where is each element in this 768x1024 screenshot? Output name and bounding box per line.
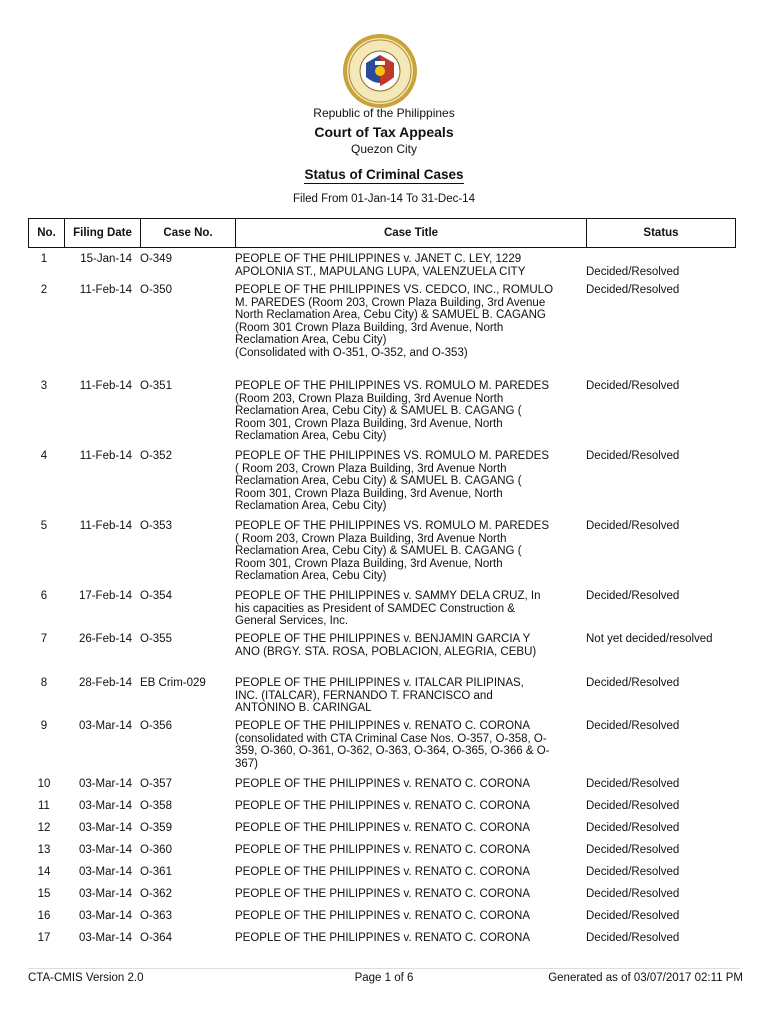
row-status: Decided/Resolved: [586, 910, 680, 922]
row-number: 1: [40, 253, 48, 265]
row-case-title: PEOPLE OF THE PHILIPPINES v. RENATO C. CORONA: [235, 822, 531, 834]
row-case-title: PEOPLE OF THE PHILIPPINES v. RENATO C. CORONA: [235, 866, 531, 878]
row-number: 10: [37, 778, 51, 790]
row-case-no: O-362: [140, 888, 172, 900]
row-status: Decided/Resolved: [586, 822, 680, 834]
row-filing-date: 03-Mar-14: [78, 932, 132, 944]
row-status: Decided/Resolved: [586, 800, 680, 812]
row-number: 4: [40, 450, 48, 462]
row-number: 17: [37, 932, 51, 944]
footer-generated: Generated as of 03/07/2017 02:11 PM: [548, 972, 743, 984]
row-case-no: O-356: [140, 720, 172, 732]
row-filing-date: 03-Mar-14: [78, 778, 132, 790]
row-case-no: O-364: [140, 932, 172, 944]
row-filing-date: 03-Mar-14: [78, 910, 132, 922]
row-case-no: O-358: [140, 800, 172, 812]
report-title: [0, 167, 768, 182]
row-case-title: PEOPLE OF THE PHILIPPINES v. BENJAMIN GARCIA Y ANO (BRGY. STA. ROSA, POBLACION, ALEGRIA, CEBU): [235, 633, 537, 658]
row-case-no: O-359: [140, 822, 172, 834]
row-case-no: O-349: [140, 253, 172, 265]
row-case-title: PEOPLE OF THE PHILIPPINES v. RENATO C. CORONA: [235, 800, 531, 812]
row-case-title: PEOPLE OF THE PHILIPPINES VS. CEDCO, INC., ROMULO M. PAREDES (Room 203, Crown Plaza Building, 3rd Avenue North Reclamation Area, Cebu City) & SAMUEL B. CAGANG (Room 301 Crown Plaza Building, 3rd Avenue, North Reclamation Area, Cebu City) (Consolidated with O-351, O-352, and O-353): [235, 284, 554, 359]
row-filing-date: 03-Mar-14: [78, 844, 132, 856]
col-no: No.: [29, 219, 65, 247]
row-filing-date: 15-Jan-14: [80, 253, 132, 265]
row-case-title: PEOPLE OF THE PHILIPPINES VS. ROMULO M. PAREDES ( Room 203, Crown Plaza Building, 3rd Avenue North Reclamation Area, Cebu City) & SAMUEL B. CAGANG ( Room 301, Crown Plaza Building, 3rd Avenue, North Reclamation Area, Cebu City): [235, 450, 549, 512]
row-case-no: O-351: [140, 380, 172, 392]
row-case-title: PEOPLE OF THE PHILIPPINES v. RENATO C. CORONA: [235, 888, 531, 900]
row-case-no: O-354: [140, 590, 172, 602]
row-case-no: O-357: [140, 778, 172, 790]
row-status: Decided/Resolved: [586, 380, 680, 392]
row-case-title: PEOPLE OF THE PHILIPPINES v. RENATO C. CORONA: [235, 778, 531, 790]
row-case-no: O-360: [140, 844, 172, 856]
row-case-no: EB Crim-029: [140, 677, 206, 689]
row-case-no: O-361: [140, 866, 172, 878]
row-filing-date: 17-Feb-14: [78, 590, 132, 602]
row-case-no: O-350: [140, 284, 172, 296]
row-case-no: O-353: [140, 520, 172, 532]
court-city: Quezon City: [350, 142, 418, 156]
row-case-no: O-355: [140, 633, 172, 645]
row-status: Decided/Resolved: [586, 844, 680, 856]
row-number: 12: [37, 822, 51, 834]
row-case-title: PEOPLE OF THE PHILIPPINES v. RENATO C. CORONA: [235, 844, 531, 856]
court-seal-icon: [342, 33, 418, 109]
row-status: Decided/Resolved: [586, 932, 680, 944]
row-filing-date: 03-Mar-14: [78, 822, 132, 834]
row-case-no: O-363: [140, 910, 172, 922]
row-number: 14: [37, 866, 51, 878]
row-filing-date: 11-Feb-14: [79, 450, 132, 462]
row-number: 13: [37, 844, 51, 856]
table-header: [28, 218, 736, 248]
row-filing-date: 11-Feb-14: [79, 520, 132, 532]
row-status: Decided/Resolved: [586, 520, 680, 532]
row-filing-date: 28-Feb-14: [78, 677, 132, 689]
row-case-title: PEOPLE OF THE PHILIPPINES VS. ROMULO M. PAREDES ( Room 203, Crown Plaza Building, 3rd Avenue North Reclamation Area, Cebu City) & SAMUEL B. CAGANG ( Room 301, Crown Plaza Building, 3rd Avenue, North Reclamation Area, Cebu City): [235, 520, 549, 582]
row-filing-date: 03-Mar-14: [78, 800, 132, 812]
filed-range: Filed From 01-Jan-14 To 31-Dec-14: [293, 193, 475, 205]
row-status: Decided/Resolved: [586, 677, 680, 689]
row-status: Decided/Resolved: [586, 778, 680, 790]
row-case-title: PEOPLE OF THE PHILIPPINES v. JANET C. LEY, 1229 APOLONIA ST., MAPULANG LUPA, VALENZUELA CITY: [235, 253, 526, 278]
row-number: 3: [40, 380, 48, 392]
footer-divider: [28, 968, 740, 969]
row-status: Decided/Resolved: [586, 265, 680, 278]
report-title-text: Status of Criminal Cases: [304, 167, 464, 182]
row-case-title: PEOPLE OF THE PHILIPPINES VS. ROMULO M. PAREDES (Room 203, Crown Plaza Building, 3rd Avenue North Reclamation Area, Cebu City) & SAMUEL B. CAGANG ( Room 301, Crown Plaza Building, 3rd Avenue, North Reclamation Area, Cebu City): [235, 380, 549, 442]
row-filing-date: 03-Mar-14: [78, 866, 132, 878]
footer-version: CTA-CMIS Version 2.0: [28, 972, 144, 984]
row-filing-date: 26-Feb-14: [78, 633, 132, 645]
row-case-no: O-352: [140, 450, 172, 462]
row-case-title: PEOPLE OF THE PHILIPPINES v. RENATO C. CORONA (consolidated with CTA Criminal Case Nos. O-357, O-358, O- 359, O-360, O-361, O-362, O-363, O-364, O-365, O-366 & O- 367): [235, 720, 550, 770]
court-name: Court of Tax Appeals: [314, 124, 454, 140]
row-filing-date: 03-Mar-14: [78, 720, 132, 732]
row-number: 8: [40, 677, 48, 689]
row-case-title: PEOPLE OF THE PHILIPPINES v. ITALCAR PILIPINAS, INC. (ITALCAR), FERNANDO T. FRANCISCO and ANTONINO B. CARINGAL: [235, 677, 524, 714]
row-number: 6: [40, 590, 48, 602]
col-status: Status: [643, 227, 679, 239]
row-filing-date: 11-Feb-14: [79, 380, 132, 392]
col-filing-date: Filing Date: [65, 219, 141, 247]
col-case-no: Case No.: [141, 219, 236, 247]
row-filing-date: 11-Feb-14: [79, 284, 132, 296]
republic-label: Republic of the Philippines: [313, 106, 455, 120]
row-filing-date: 03-Mar-14: [78, 888, 132, 900]
row-number: 7: [40, 633, 48, 645]
col-case-title: Case Title: [236, 219, 587, 247]
row-number: 2: [40, 284, 48, 296]
row-number: 5: [40, 520, 48, 532]
row-number: 9: [40, 720, 48, 732]
row-number: 15: [37, 888, 51, 900]
row-status: Decided/Resolved: [586, 590, 680, 602]
row-case-title: PEOPLE OF THE PHILIPPINES v. SAMMY DELA CRUZ, In his capacities as President of SAMDEC Construction & General Services, Inc.: [235, 590, 541, 627]
row-status: Decided/Resolved: [586, 450, 680, 462]
row-status: Not yet decided/resolved: [586, 633, 713, 645]
row-case-title: PEOPLE OF THE PHILIPPINES v. RENATO C. CORONA: [235, 932, 531, 944]
row-status: Decided/Resolved: [586, 866, 680, 878]
row-number: 16: [37, 910, 51, 922]
row-case-title: PEOPLE OF THE PHILIPPINES v. RENATO C. CORONA: [235, 910, 531, 922]
footer-page: Page 1 of 6: [354, 972, 414, 984]
row-status: Decided/Resolved: [586, 888, 680, 900]
row-status: Decided/Resolved: [586, 284, 680, 296]
row-number: 11: [38, 800, 50, 812]
row-status: Decided/Resolved: [586, 720, 680, 732]
